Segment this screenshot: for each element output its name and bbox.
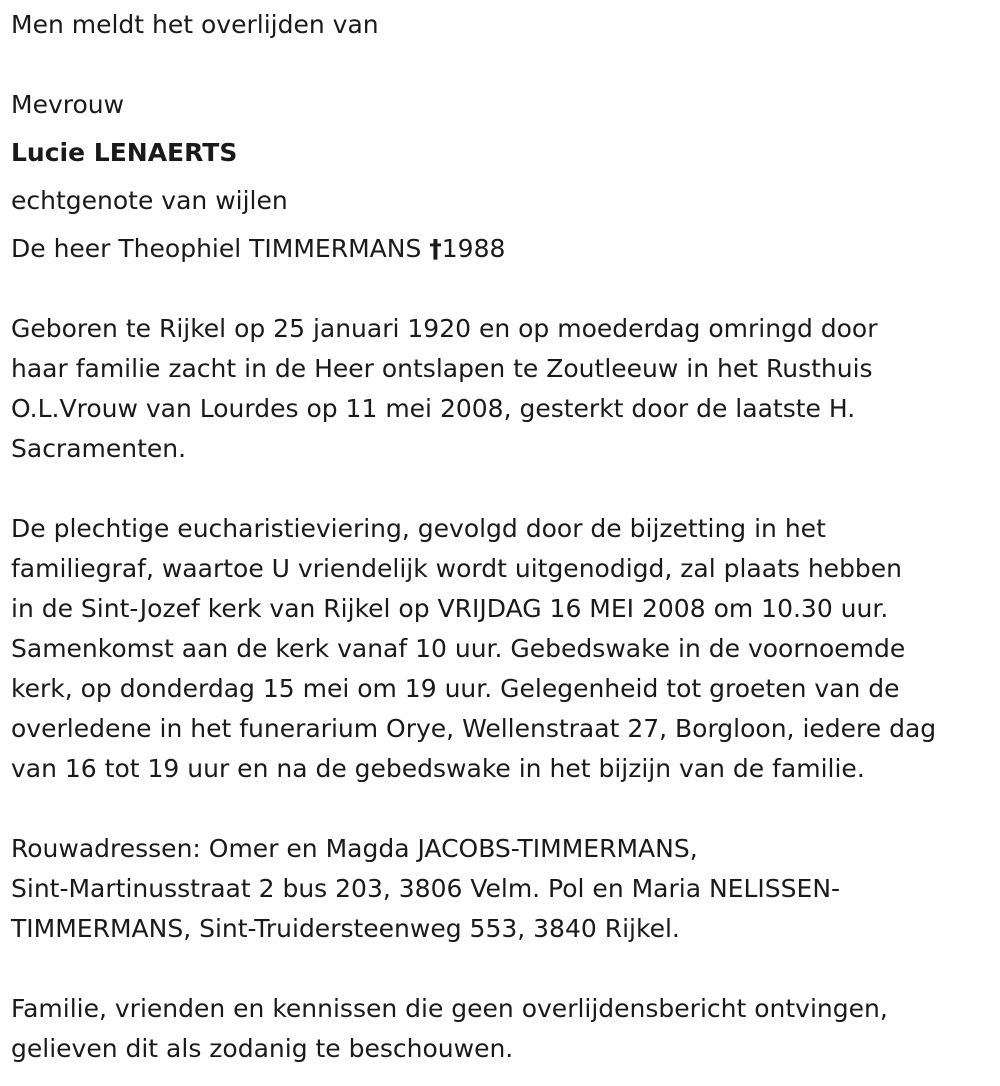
service-line-1: De plechtige eucharistieviering, gevolgd door de bijzetting in het	[11, 514, 826, 543]
addresses-line-3: TIMMERMANS, Sint-Truidersteenweg 553, 3840 Rijkel.	[11, 914, 680, 943]
addresses-line-1: Rouwadressen: Omer en Magda JACOBS-TIMMERMANS,	[11, 834, 698, 863]
birth-line-4: Sacramenten.	[11, 434, 187, 463]
intro-line: Men meldt het overlijden van	[11, 10, 379, 39]
closing-line-1: Familie, vrienden en kennissen die geen overlijdensbericht ontvingen,	[11, 994, 888, 1023]
honorific: Mevrouw	[11, 90, 125, 119]
birth-line-2: haar familie zacht in de Heer ontslapen te Zoutleeuw in het Rusthuis	[11, 354, 873, 383]
birth-line-3: O.L.Vrouw van Lourdes op 11 mei 2008, gesterkt door de laatste H.	[11, 394, 856, 423]
relation-line: echtgenote van wijlen	[11, 186, 288, 215]
birth-line-1: Geboren te Rijkel op 25 januari 1920 en op moederdag omringd door	[11, 314, 878, 343]
service-line-2: familiegraf, waartoe U vriendelijk wordt uitgenodigd, zal plaats hebben	[11, 554, 903, 583]
service-line-3: in de Sint-Jozef kerk van Rijkel op VRIJDAG 16 MEI 2008 om 10.30 uur.	[11, 594, 889, 623]
spouse-name: De heer Theophiel TIMMERMANS	[11, 234, 430, 263]
service-line-4: Samenkomst aan de kerk vanaf 10 uur. Gebedswake in de voornoemde	[11, 634, 906, 663]
addresses-line-2: Sint-Martinusstraat 2 bus 203, 3806 Velm. Pol en Maria NELISSEN-	[11, 874, 841, 903]
service-line-7: van 16 tot 19 uur en na de gebedswake in het bijzijn van de familie.	[11, 754, 865, 783]
spouse-death-year: 1988	[441, 234, 506, 263]
cross-icon: †	[429, 234, 442, 263]
deceased-name: Lucie LENAERTS	[11, 138, 238, 167]
spouse-line	[11, 229, 505, 269]
closing-line-2: gelieven dit als zodanig te beschouwen.	[11, 1034, 514, 1063]
service-line-5: kerk, op donderdag 15 mei om 19 uur. Gelegenheid tot groeten van de	[11, 674, 900, 703]
service-line-6: overledene in het funerarium Orye, Wellenstraat 27, Borgloon, iedere dag	[11, 714, 937, 743]
